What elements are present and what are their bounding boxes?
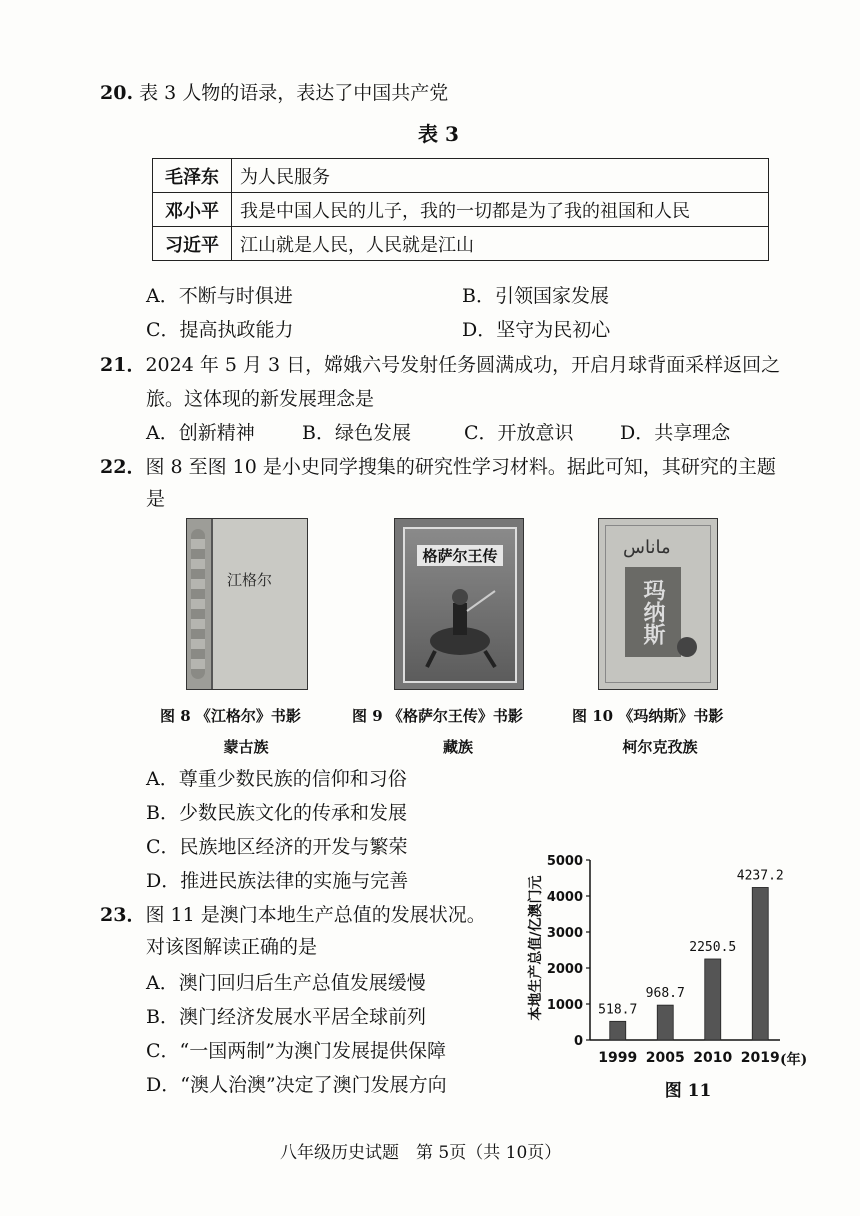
question-text: 表 3 人物的语录，表达了中国共产党 — [139, 82, 449, 104]
bar-value-label: 2250.5 — [689, 939, 737, 955]
question-21-stem — [100, 350, 780, 380]
x-tick-label: 2005 — [645, 1050, 685, 1066]
question-text: 图 11 是澳门本地生产总值的发展状况。 — [145, 904, 486, 926]
book-title: 格萨尔王传 — [417, 545, 503, 566]
option-c[interactable]: C．开放意识 — [464, 422, 574, 444]
horseman-illustration — [415, 581, 505, 671]
book-title: 江格尔 — [227, 571, 273, 589]
bar — [610, 1021, 626, 1040]
x-tick-label: 2019 — [740, 1050, 780, 1066]
book-spine — [187, 519, 213, 689]
bar — [752, 887, 768, 1040]
option-a[interactable]: A．尊重少数民族的信仰和习俗 — [146, 768, 407, 790]
book-title: 玛纳斯 — [625, 567, 681, 657]
question-number: 22． — [100, 456, 146, 478]
option-b[interactable]: B．引领国家发展 — [462, 285, 609, 307]
table-cell-quote: 我是中国人民的儿子，我的一切都是为了我的祖国和人民 — [232, 193, 769, 227]
gdp-bar-chart — [512, 846, 812, 1106]
table-cell-name: 邓小平 — [153, 193, 232, 227]
option-a[interactable]: A．不断与时俱进 — [146, 285, 293, 307]
x-axis-label: (年) — [780, 1052, 808, 1068]
option-b[interactable]: B．绿色发展 — [302, 422, 411, 444]
figure-9-ethnic: 藏族 — [442, 738, 473, 756]
figure-8-ethnic: 蒙古族 — [223, 738, 269, 756]
y-tick-label: 4000 — [546, 890, 583, 905]
x-tick-label: 1999 — [598, 1050, 638, 1066]
option-c[interactable]: C．提高执政能力 — [146, 319, 294, 341]
figure-9-caption: 图 9 《格萨尔王传》书影 — [352, 707, 523, 725]
table-cell-quote: 江山就是人民，人民就是江山 — [232, 227, 769, 261]
option-a[interactable]: A．澳门回归后生产总值发展缓慢 — [146, 972, 426, 994]
question-22-stem — [100, 452, 776, 482]
question-23-stem — [100, 900, 486, 930]
option-a[interactable]: A．创新精神 — [146, 422, 255, 444]
book-script-text: ماناس — [623, 537, 671, 558]
book-cover-jangar — [186, 518, 308, 690]
book-emblem — [677, 637, 697, 657]
y-tick-label: 5000 — [546, 854, 583, 869]
question-23-stem-cont: 对该图解读正确的是 — [146, 936, 318, 958]
quote-table — [152, 158, 769, 261]
question-number: 21． — [100, 354, 146, 376]
page-footer: 八年级历史试题 第 5页（共 10页） — [280, 1143, 562, 1163]
y-axis-label: 本地生产总值/亿澳门元 — [528, 875, 544, 1021]
question-number: 23． — [100, 904, 146, 926]
y-ticks — [547, 854, 590, 1049]
figure-10-ethnic: 柯尔克孜族 — [622, 738, 698, 756]
bar — [705, 959, 721, 1040]
question-text: 图 8 至图 10 是小史同学搜集的研究性学习材料。据此可知，其研究的主题 — [145, 456, 776, 478]
table-title: 表 3 — [418, 122, 459, 146]
bar-value-label: 518.7 — [598, 1002, 638, 1018]
x-ticks — [598, 1050, 779, 1066]
option-d[interactable]: D．推进民族法律的实施与完善 — [146, 870, 409, 892]
y-tick-label: 3000 — [546, 926, 583, 941]
option-b[interactable]: B．少数民族文化的传承和发展 — [146, 802, 407, 824]
option-d[interactable]: D．共享理念 — [620, 422, 731, 444]
bar-value-label: 4237.2 — [736, 868, 784, 884]
figure-8-caption: 图 8 《江格尔》书影 — [160, 707, 301, 725]
question-21-stem-cont: 旅。这体现的新发展理念是 — [146, 388, 375, 410]
y-tick-label: 1000 — [546, 998, 583, 1013]
option-c[interactable]: C．民族地区经济的开发与繁荣 — [146, 836, 408, 858]
table-row — [153, 193, 769, 227]
book-cover-gesar — [394, 518, 524, 690]
option-d[interactable]: D．坚守为民初心 — [462, 319, 611, 341]
table-cell-name: 毛泽东 — [153, 159, 232, 193]
table-cell-quote: 为人民服务 — [232, 159, 769, 193]
bar — [657, 1005, 673, 1040]
table-cell-name: 习近平 — [153, 227, 232, 261]
x-tick-label: 2010 — [693, 1050, 733, 1066]
y-tick-label: 2000 — [546, 962, 583, 977]
table-row — [153, 227, 769, 261]
question-text: 2024 年 5 月 3 日，嫦娥六号发射任务圆满成功，开启月球背面采样返回之 — [145, 354, 781, 376]
option-b[interactable]: B．澳门经济发展水平居全球前列 — [146, 1006, 426, 1028]
spine-pattern — [191, 529, 205, 679]
y-tick-label: 0 — [573, 1034, 583, 1049]
question-number: 20. — [100, 82, 134, 104]
option-c[interactable]: C．“一国两制”为澳门发展提供保障 — [146, 1040, 446, 1062]
figure-10-caption: 图 10 《玛纳斯》书影 — [572, 707, 724, 725]
table-row — [153, 159, 769, 193]
question-22-stem-cont: 是 — [146, 488, 166, 510]
question-20-stem — [100, 78, 448, 108]
option-d[interactable]: D．“澳人治澳”决定了澳门发展方向 — [146, 1074, 447, 1096]
chart-title: 图 11 — [664, 1081, 712, 1101]
bar-value-label: 968.7 — [645, 986, 685, 1002]
book-cover-manas — [598, 518, 718, 690]
